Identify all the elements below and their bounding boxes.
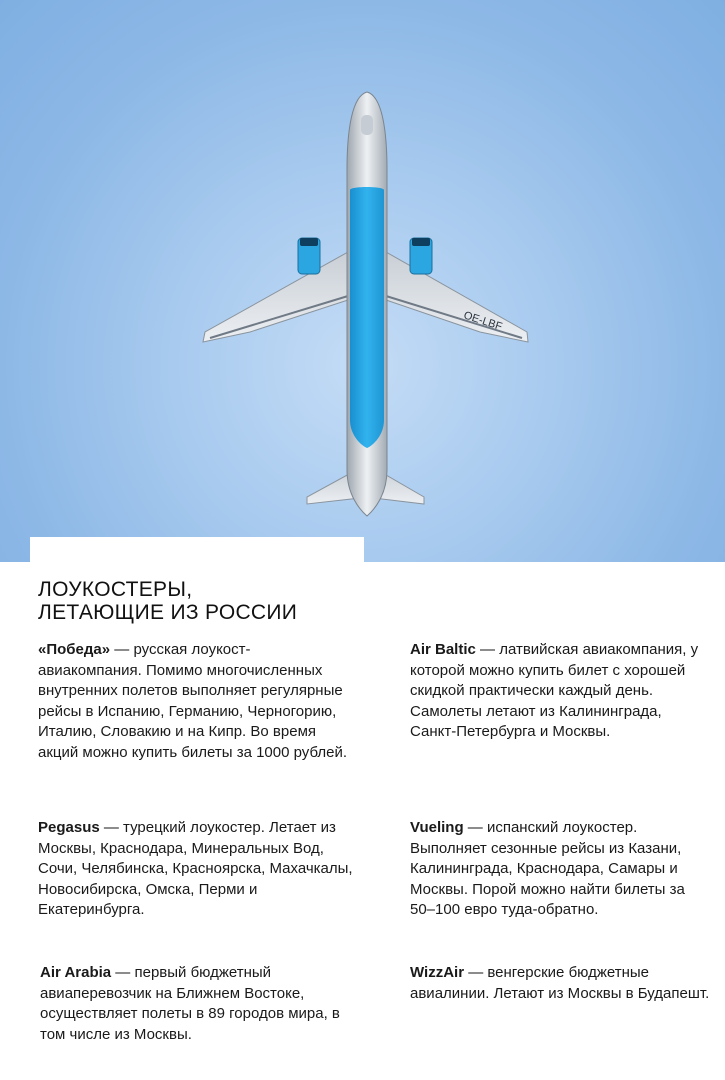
right-wing — [386, 252, 528, 342]
title-line-2: ЛЕТАЮЩИЕ ИЗ РОССИИ — [38, 601, 298, 624]
airline-description: — первый бюджетный авиаперевозчик на Ближнем Востоке, осуществляет полеты в 89 городов мира, в том числе из Москвы. — [40, 964, 340, 1043]
airline-name: Pegasus — [38, 819, 100, 836]
airline-vueling — [410, 818, 710, 921]
title-line-1: ЛОУКОСТЕРЫ, — [38, 578, 193, 601]
airline-airbaltic — [410, 640, 710, 743]
airline-description: — русская лоукост-авиакомпания. Помимо многочисленных внутренних полетов выполняет регулярные рейсы в Испанию, Германию, Черногорию, Италию, Словакию и на Кипр. Во время акций можно купить билеты за 1000 рублей. — [38, 641, 348, 761]
airline-airarabia — [40, 963, 350, 1045]
left-wing — [203, 252, 348, 342]
airline-pegasus — [38, 818, 358, 921]
airline-name: Vueling — [410, 819, 464, 836]
airline-pobeda — [38, 640, 348, 764]
airline-description: — венгерские бюджетные авиалинии. Летают из Москвы в Будапешт. — [410, 964, 710, 1002]
airline-description: — турецкий лоукостер. Летает из Москвы, Краснодара, Минеральных Вод, Сочи, Челябинска, Красноярска, Махачкалы, Новосибирска, Омска, Перми и Екатеринбурга. — [38, 819, 353, 919]
airline-wizzair — [410, 963, 710, 1004]
airline-name: «Победа» — [38, 641, 111, 658]
svg-text:OE-LBF: OE-LBF — [462, 309, 504, 334]
airline-description: — испанский лоукостер. Выполняет сезонные рейсы из Казани, Калининграда, Краснодара, Самары и Москвы. Порой можно найти билеты за 50–100 евро туда-обратно. — [410, 819, 685, 919]
blue-belly — [350, 187, 384, 448]
airline-name: Air Arabia — [40, 964, 112, 981]
airline-name: Air Baltic — [410, 641, 476, 658]
airline-description: — латвийская авиакомпания, у которой можно купить билет с хорошей скидкой практически каждый день. Самолеты летают из Калининграда, Санкт-Петербурга и Москвы. — [410, 641, 699, 741]
page-title — [38, 578, 378, 624]
airline-name: WizzAir — [410, 964, 465, 981]
